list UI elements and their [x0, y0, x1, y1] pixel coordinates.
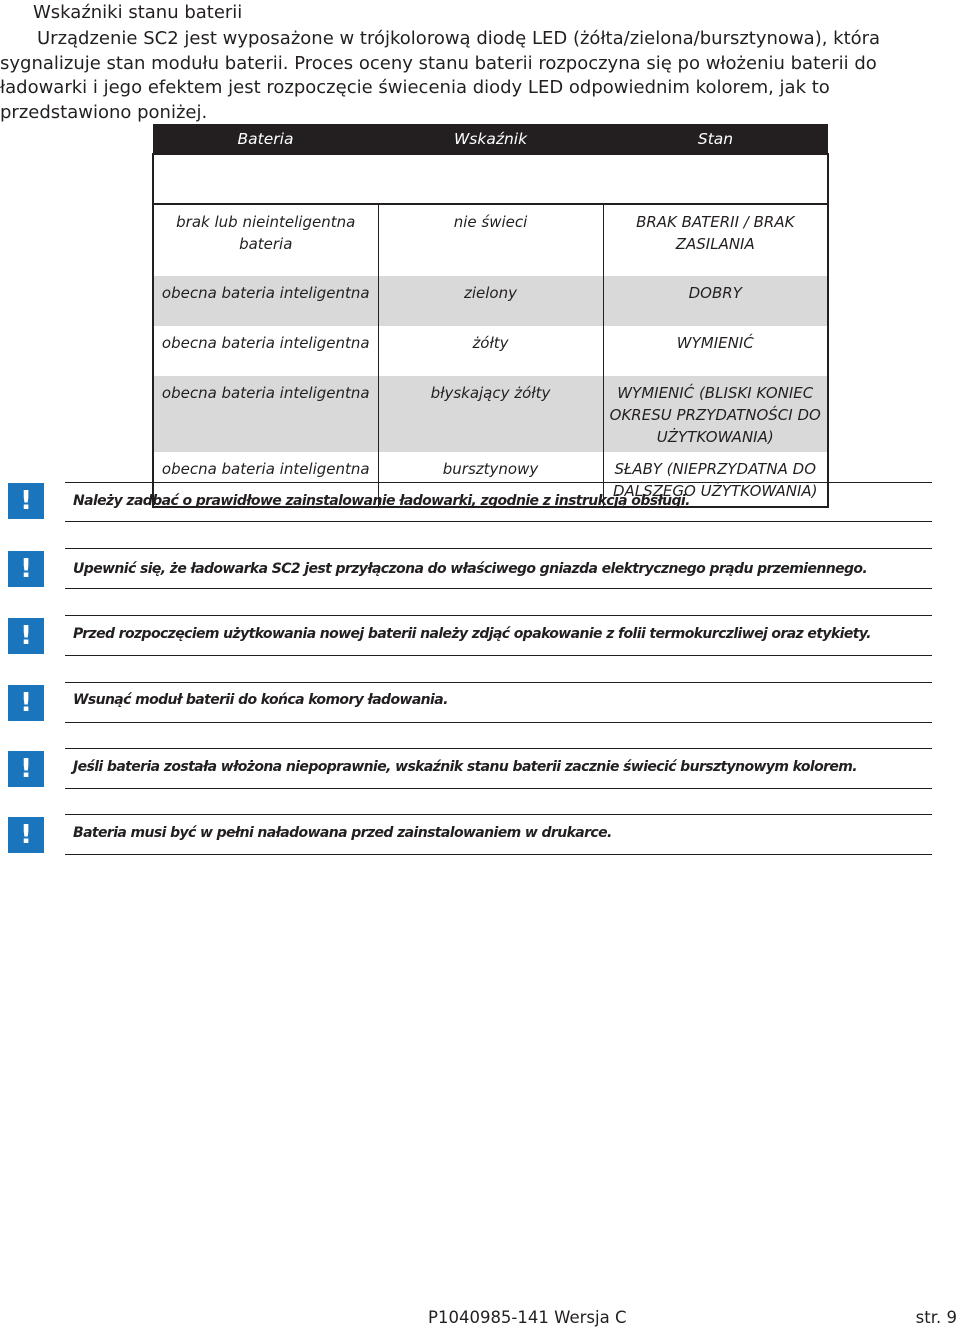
battery-status-table: [152, 124, 829, 508]
warning-text: Upewnić się, że ładowarka SC2 jest przyłączona do właściwego gniazda elektrycznego prądu przemiennego.: [73, 561, 868, 577]
warning-item: [0, 802, 960, 862]
table-row: [153, 326, 828, 376]
warning-divider: [65, 588, 932, 589]
warning-divider: [65, 615, 932, 616]
table-row: [153, 276, 828, 326]
warning-divider: [65, 722, 932, 723]
cell-indicator: bursztynowy: [378, 452, 603, 507]
warning-divider: [65, 748, 932, 749]
warning-divider: [65, 548, 932, 549]
warning-item: [0, 603, 960, 663]
warning-divider: [65, 682, 932, 683]
warning-text: Przed rozpoczęciem użytkowania nowej baterii należy zdjąć opakowanie z folii termokurczliwej oraz etykiety.: [73, 626, 871, 642]
warning-text: Należy zadbać o prawidłowe zainstalowanie ładowarki, zgodnie z instrukcją obsługi.: [73, 493, 690, 509]
warning-item: [0, 670, 960, 730]
cell-battery: obecna bateria inteligentna: [153, 376, 378, 452]
intro-paragraph: Urządzenie SC2 jest wyposażone w trójkolorową diodę LED (żółta/zielona/bursztynowa), która sygnalizuje stan modułu baterii. Proces oceny stanu baterii rozpoczyna się po włożeniu baterii do ładowarki i jego efektem jest rozpoczęcie świecenia diody LED odpowiednim kolorem, jak to przedstawiono poniżej.: [0, 28, 881, 123]
table-row: [153, 204, 828, 276]
page-number: str. 9: [915, 1308, 957, 1327]
cell-indicator: nie świeci: [378, 204, 603, 276]
exclamation-icon: !: [8, 751, 44, 787]
warning-text: Bateria musi być w pełni naładowana przed zainstalowaniem w drukarce.: [73, 825, 612, 841]
exclamation-icon: !: [8, 551, 44, 587]
table-row: [153, 376, 828, 452]
warning-item: [0, 736, 960, 796]
exclamation-icon: !: [8, 483, 44, 519]
cell-indicator: zielony: [378, 276, 603, 326]
cell-status: WYMIENIĆ (BLISKI KONIEC OKRESU PRZYDATNOŚCI DO UŻYTKOWANIA): [603, 376, 828, 452]
cell-battery: obecna bateria inteligentna: [153, 276, 378, 326]
cell-status: WYMIENIĆ: [676, 334, 754, 352]
cell-status: SŁABY (NIEPRZYDATNA DO DALSZEGO UŻYTKOWANIA): [612, 460, 818, 500]
warning-text: Jeśli bateria została włożona niepoprawnie, wskaźnik stanu baterii zacznie świecić bursztynowym kolorem.: [73, 759, 858, 775]
cell-indicator: błyskający żółty: [378, 376, 603, 452]
warning-divider: [65, 854, 932, 855]
header-battery: Bateria: [153, 124, 378, 154]
table-header-row: [153, 124, 828, 154]
header-indicator: Wskaźnik: [378, 124, 603, 154]
warning-item: [0, 470, 960, 530]
exclamation-icon: !: [8, 685, 44, 721]
cell-status: DOBRY: [603, 276, 828, 326]
warning-item: [0, 536, 960, 596]
cell-battery: obecna bateria inteligentna: [153, 452, 378, 507]
table-spacer: [153, 154, 828, 204]
warning-divider: [65, 788, 932, 789]
exclamation-icon: !: [8, 618, 44, 654]
warning-text: Wsunąć moduł baterii do końca komory ładowania.: [73, 692, 448, 708]
warning-divider: [65, 655, 932, 656]
document-id: P1040985-141 Wersja C: [428, 1308, 627, 1327]
cell-battery: obecna bateria inteligentna: [153, 326, 378, 376]
warning-divider: [65, 482, 932, 483]
warning-divider: [65, 814, 932, 815]
cell-battery: brak lub nieinteligentna bateria: [153, 204, 378, 276]
section-heading: Wskaźniki stanu baterii: [33, 2, 243, 23]
warning-divider: [65, 521, 932, 522]
header-status: Stan: [603, 124, 828, 154]
cell-status: BRAK BATERII / BRAK ZASILANIA: [636, 213, 795, 253]
exclamation-icon: !: [8, 817, 44, 853]
cell-indicator: żółty: [378, 326, 603, 376]
